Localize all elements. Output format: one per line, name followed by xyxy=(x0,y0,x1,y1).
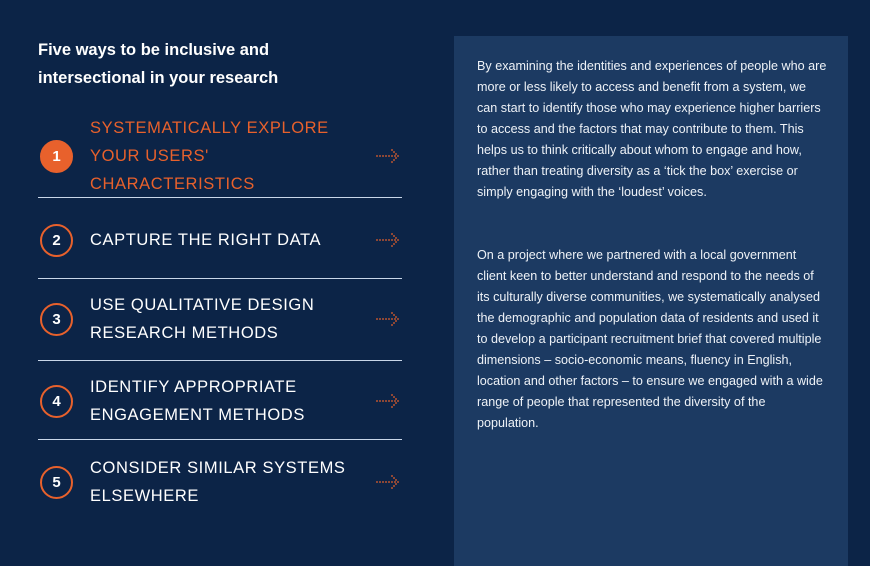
panel-paragraph-2: On a project where we partnered with a local government client keen to better understand and respond to the needs of its culturally diverse communities, we systematically analysed the demographic and population data of residents and used it to develop a participant recruitment brief that covered multiple dimensions – socio-economic means, fluency in English, location and other factors – to ensure we engaged with a wide range of people that represented the diversity of the population. xyxy=(477,248,823,430)
item-label: CONSIDER SIMILAR SYSTEMS ELSEWHERE xyxy=(90,459,346,505)
arrow-right-icon[interactable] xyxy=(376,394,400,408)
list-item-5[interactable] xyxy=(38,454,402,510)
item-label: IDENTIFY APPROPRIATE ENGAGEMENT METHODS xyxy=(90,378,305,424)
number-badge: 5 xyxy=(40,466,73,499)
list-item-3[interactable] xyxy=(38,291,402,347)
list-item-4[interactable] xyxy=(38,373,402,429)
number-badge: 1 xyxy=(40,140,73,173)
panel-paragraph-1: By examining the identities and experiences of people who are more or less likely to access and benefit from a system, we can start to identify those who may experience higher barriers to access and the factors that may contribute to them. This helps us to think critically about whom to engage and how, rather than treating diversity as a ‘tick the box’ exercise or simply engaging with the ‘loudest’ voices. xyxy=(477,59,827,199)
divider xyxy=(38,439,402,440)
section-heading: Five ways to be inclusive and intersectional in your research xyxy=(38,41,279,87)
list-item-1[interactable] xyxy=(38,119,402,193)
item-label: USE QUALITATIVE DESIGN RESEARCH METHODS xyxy=(90,296,315,342)
number-badge: 4 xyxy=(40,385,73,418)
divider xyxy=(38,197,402,198)
divider xyxy=(38,360,402,361)
item-label: CAPTURE THE RIGHT DATA xyxy=(90,231,322,249)
arrow-right-icon[interactable] xyxy=(376,149,400,163)
list-item-2[interactable] xyxy=(38,212,402,268)
item-label: SYSTEMATICALLY EXPLORE YOUR USERS' CHARACTERISTICS xyxy=(90,119,329,193)
arrow-right-icon[interactable] xyxy=(376,312,400,326)
detail-panel xyxy=(454,36,848,566)
divider xyxy=(38,278,402,279)
number-badge: 2 xyxy=(40,224,73,257)
arrow-right-icon[interactable] xyxy=(376,233,400,247)
number-badge: 3 xyxy=(40,303,73,336)
arrow-right-icon[interactable] xyxy=(376,475,400,489)
